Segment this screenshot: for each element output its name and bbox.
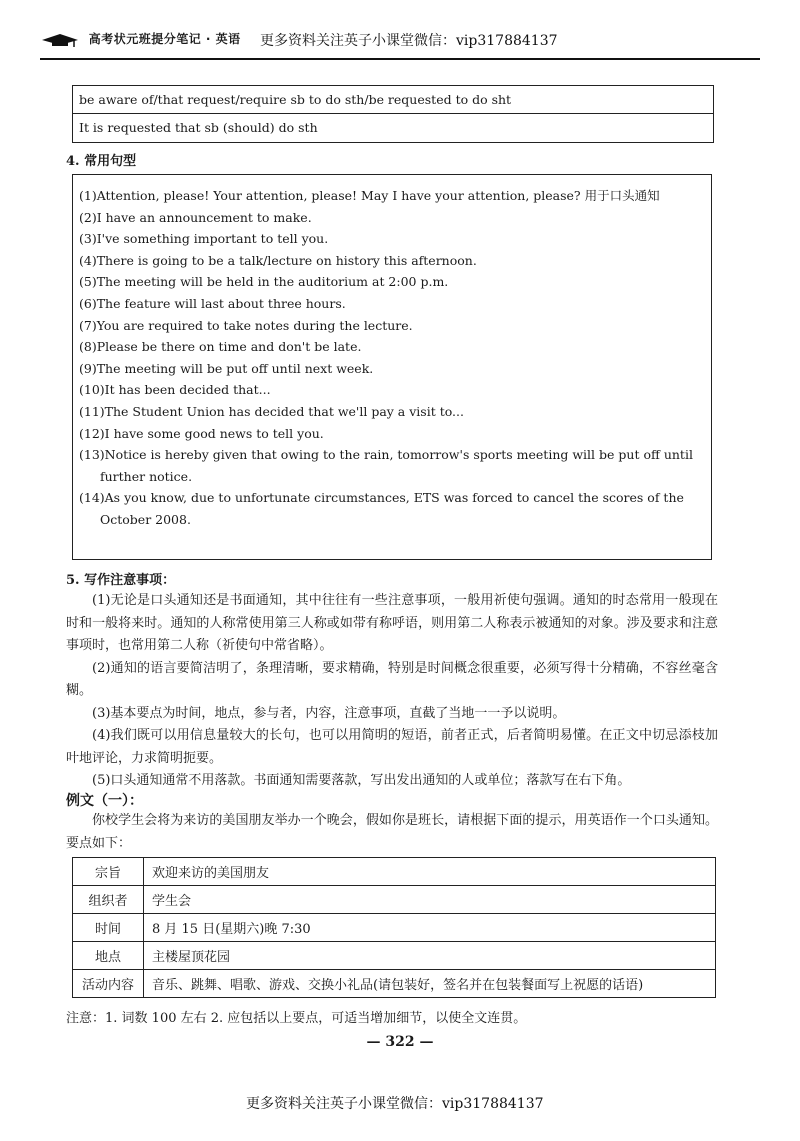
table-row — [73, 914, 716, 942]
note-paragraph: (1)无论是口头通知还是书面通知，其中往往有一些注意事项，一般用祈使句强调。通知的时态常用一般现在时和一般将来时。通知的人称常使用第三人称或如带有称呼语，则用第二人称表示被通知的对象。涉及要求和注意事项时，也常用第二人称（祈使句中常省略）。 — [66, 593, 718, 653]
sentence-item: (7)You are required to take notes during the lecture. — [79, 317, 413, 333]
sentence-item: (3)I've something important to tell you. — [79, 231, 329, 247]
table-value: 8 月 15 日(星期六)晚 7:30 — [144, 914, 716, 942]
table-key: 时间 — [73, 914, 144, 942]
section-5-heading: 5. 写作注意事项： — [66, 573, 176, 588]
note-paragraph: (2)通知的语言要简洁明了，条理清晰，要求精确，特别是时间概念很重要，必须写得十分精确，不容丝毫含糊。 — [66, 660, 718, 698]
table-value: 主楼屋顶花园 — [144, 942, 716, 970]
header-divider — [40, 58, 760, 60]
sentence-item: (4)There is going to be a talk/lecture on history this afternoon. — [79, 252, 477, 268]
book-title: 高考状元班提分笔记 · 英语 — [88, 32, 241, 46]
table-row — [73, 886, 716, 914]
watermark-bottom: 更多资料关注英子小课堂微信：vip317884137 — [246, 1096, 544, 1112]
word-count-note: 注意：1. 词数 100 左右 2. 应包括以上要点，可适当增加细节，以使全文连贯。 — [66, 1011, 527, 1026]
writing-notes — [66, 590, 718, 793]
key-points-table — [72, 857, 716, 998]
sentence-item: (5)The meeting will be held in the auditorium at 2:00 p.m. — [79, 274, 449, 290]
note-paragraph: (5)口头通知通常不用落款。书面通知需要落款，写出发出通知的人或单位；落款写在右下角。 — [92, 773, 631, 788]
table-row — [73, 942, 716, 970]
section-4-heading: 4. 常用句型 — [66, 154, 137, 169]
expression-row: It is requested that sb (should) do sth — [79, 120, 318, 135]
sentence-item: (12)I have some good news to tell you. — [79, 425, 324, 441]
table-key: 宗旨 — [73, 858, 144, 886]
sentence-item: (13)Notice is hereby given that owing to the rain, tomorrow's sports meeting will be put off until further notice. — [79, 447, 693, 484]
expression-box — [72, 85, 714, 143]
table-value: 音乐、跳舞、唱歌、游戏、交换小礼品(请包装好，签名并在包装餐面写上祝愿的话语) — [144, 970, 716, 998]
sentence-item: (11)The Student Union has decided that we'll pay a visit to... — [79, 403, 464, 419]
expression-row: be aware of/that request/require sb to do sth/be requested to do sht — [73, 86, 713, 114]
watermark-top: 更多资料关注英子小课堂微信：vip317884137 — [260, 33, 558, 49]
sentence-item: (9)The meeting will be put off until next week. — [79, 360, 374, 376]
sentence-item: (1)Attention, please! Your attention, please! May I have your attention, please? 用于口头通知 — [79, 188, 660, 203]
table-value: 学生会 — [144, 886, 716, 914]
sentence-item: (10)It has been decided that... — [79, 382, 271, 398]
table-row — [73, 858, 716, 886]
table-row — [73, 970, 716, 998]
page-number: — 322 — — [366, 1034, 434, 1050]
book-header — [40, 30, 241, 48]
note-paragraph: (3)基本要点为时间，地点，参与者，内容，注意事项，直截了当地一一予以说明。 — [92, 705, 566, 721]
example-intro: 你校学生会将为来访的美国朋友举办一个晚会，假如你是班长，请根据下面的提示，用英语作一个口头通知。要点如下： — [66, 813, 718, 851]
sentence-item: (2)I have an announcement to make. — [79, 209, 312, 225]
table-key: 地点 — [73, 942, 144, 970]
note-paragraph: (4)我们既可以用信息量较大的长句，也可以用简明的短语，前者正式，后者简明易懂。在正文中切忌添枝加叶地评论，力求简明扼要。 — [66, 728, 718, 766]
table-key: 活动内容 — [73, 970, 144, 998]
table-value: 欢迎来访的美国朋友 — [144, 858, 716, 886]
sentence-item: (6)The feature will last about three hours. — [79, 295, 346, 311]
graduation-cap-icon — [40, 32, 80, 48]
sentence-item: (14)As you know, due to unfortunate circumstances, ETS was forced to cancel the scores of the October 2008. — [79, 490, 684, 527]
table-key: 组织者 — [73, 886, 144, 914]
sentence-item: (8)Please be there on time and don't be late. — [79, 339, 362, 355]
common-sentences-box — [72, 174, 712, 560]
example-heading: 例文（一）： — [66, 793, 143, 809]
